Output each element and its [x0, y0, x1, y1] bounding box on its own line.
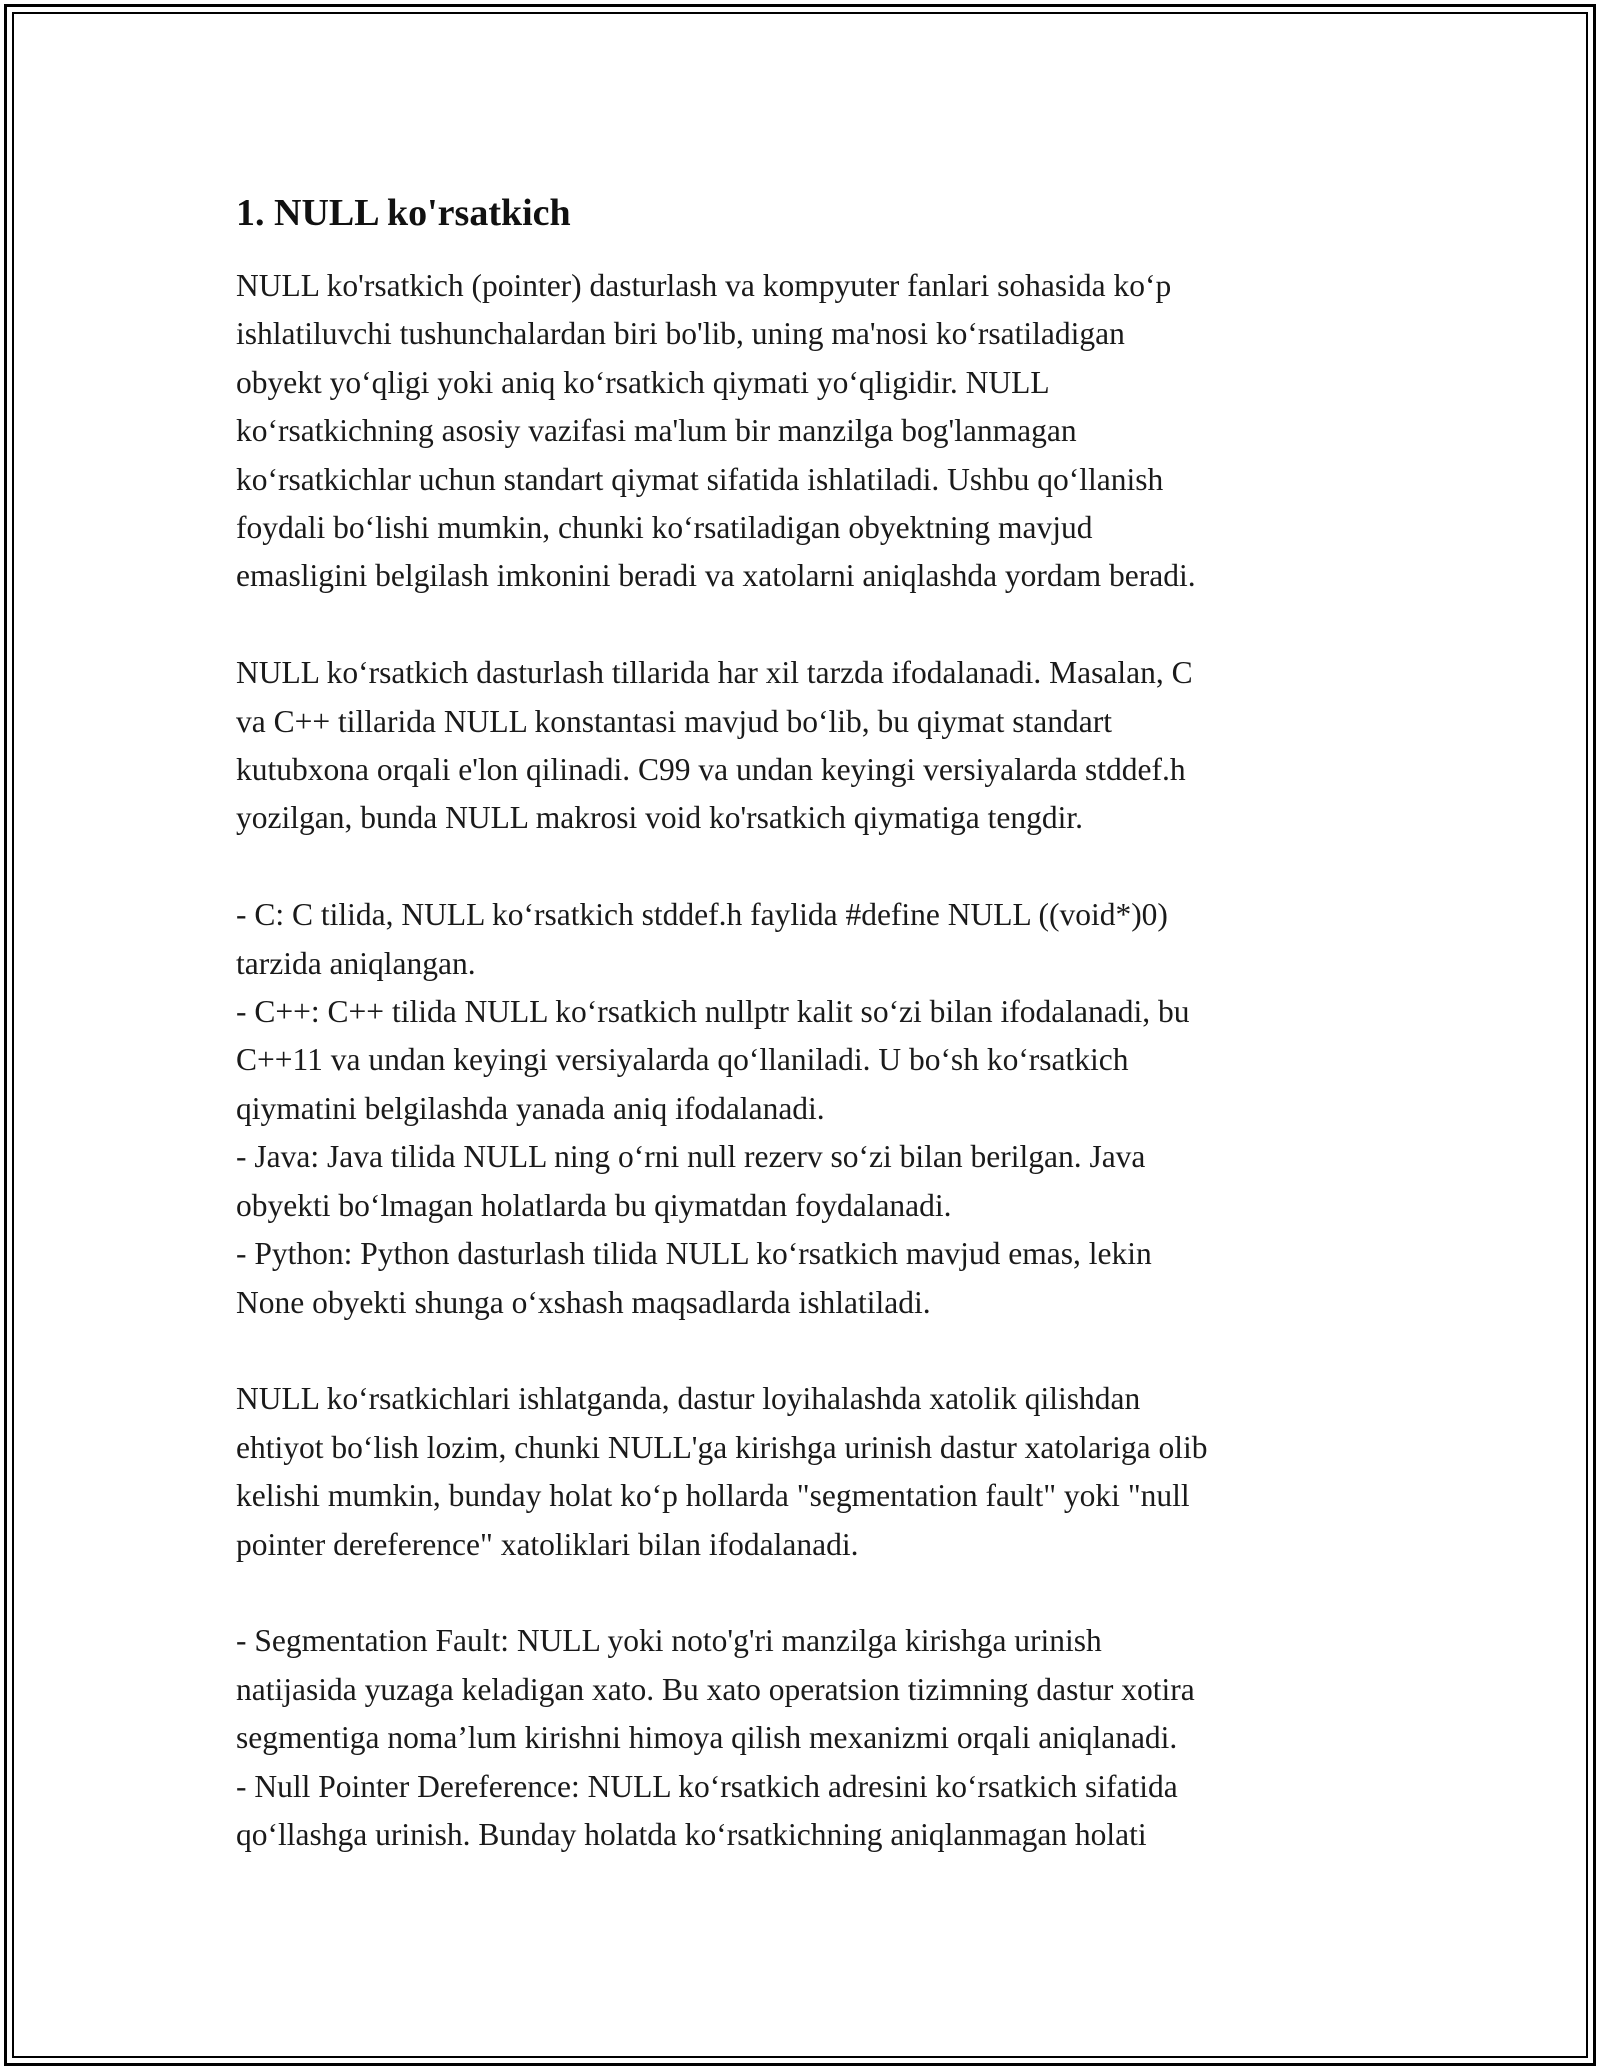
text-line: C++11 va undan keyingi versiyalarda qo‘llaniladi. U bo‘sh ko‘rsatkich — [236, 1042, 1129, 1078]
text-line: - C: C tilida, NULL ko‘rsatkich stddef.h faylida #define NULL ((void*)0) — [236, 897, 1168, 933]
text-line: NULL ko‘rsatkichlari ishlatganda, dastur loyihalashda xatolik qilishdan — [236, 1381, 1141, 1417]
text-line: ko‘rsatkichning asosiy vazifasi ma'lum bir manzilga bog'lanmagan — [236, 413, 1077, 449]
text-line: va C++ tillarida NULL konstantasi mavjud bo‘lib, bu qiymat standart — [236, 703, 1112, 739]
section-heading: 1. NULL ko'rsatkich — [236, 192, 571, 234]
paragraph-error-list — [236, 1617, 1396, 1859]
text-line: None obyekti shunga o‘xshash maqsadlarda ishlatiladi. — [236, 1284, 931, 1320]
paragraph-languages-intro — [236, 649, 1396, 843]
document-body — [236, 188, 1396, 1859]
paragraph-gap — [236, 1569, 1396, 1617]
paragraph-gap — [236, 1327, 1396, 1375]
text-line: kutubxona orqali e'lon qilinadi. C99 va undan keyingi versiyalarda stddef.h — [236, 752, 1186, 788]
text-line: yozilgan, bunda NULL makrosi void ko'rsatkich qiymatiga tengdir. — [236, 800, 1083, 836]
text-line: obyekt yo‘qligi yoki aniq ko‘rsatkich qiymati yo‘qligidir. NULL — [236, 364, 1050, 400]
text-line: - Segmentation Fault: NULL yoki noto'g'ri manzilga kirishga urinish — [236, 1623, 1102, 1659]
text-line: NULL ko'rsatkich (pointer) dasturlash va kompyuter fanlari sohasida ko‘p — [236, 268, 1172, 303]
paragraph-gap — [236, 601, 1396, 649]
text-line: - Python: Python dasturlash tilida NULL ko‘rsatkich mavjud emas, lekin — [236, 1236, 1152, 1272]
text-line: segmentiga noma’lum kirishni himoya qilish mexanizmi orqali aniqlanadi. — [236, 1720, 1178, 1756]
paragraph-gap — [236, 843, 1396, 891]
text-line: pointer dereference" xatoliklari bilan ifodalanadi. — [236, 1526, 859, 1562]
paragraph-language-list — [236, 891, 1396, 1327]
text-line: ehtiyot bo‘lish lozim, chunki NULL'ga kirishga urinish dastur xatolariga olib — [236, 1429, 1208, 1465]
text-line: ishlatiluvchi tushunchalardan biri bo'lib, uning ma'nosi ko‘rsatiladigan — [236, 316, 1125, 352]
text-line: foydali bo‘lishi mumkin, chunki ko‘rsatiladigan obyektning mavjud — [236, 510, 1093, 546]
paragraph-errors-intro — [236, 1375, 1396, 1569]
text-line: qo‘llashga urinish. Bunday holatda ko‘rsatkichning aniqlanmagan holati — [236, 1816, 1147, 1852]
text-line: natijasida yuzaga keladigan xato. Bu xato operatsion tizimning dastur xotira — [236, 1671, 1195, 1707]
text-line: qiymatini belgilashda yanada aniq ifodalanadi. — [236, 1090, 825, 1126]
text-line: emasligini belgilash imkonini beradi va xatolarni aniqlashda yordam beradi. — [236, 558, 1196, 594]
text-line: kelishi mumkin, bunday holat ko‘p hollarda "segmentation fault" yoki "null — [236, 1478, 1190, 1514]
paragraph-definition — [236, 262, 1396, 601]
text-line: - Java: Java tilida NULL ning o‘rni null rezerv so‘zi bilan berilgan. Java — [236, 1139, 1146, 1175]
text-line: obyekti bo‘lmagan holatlarda bu qiymatdan foydalanadi. — [236, 1187, 952, 1223]
text-line: ko‘rsatkichlar uchun standart qiymat sifatida ishlatiladi. Ushbu qo‘llanish — [236, 461, 1164, 497]
text-line: NULL ko‘rsatkich dasturlash tillarida har xil tarzda ifodalanadi. Masalan, C — [236, 655, 1193, 691]
text-line: tarzida aniqlangan. — [236, 945, 476, 981]
text-line: - C++: C++ tilida NULL ko‘rsatkich nullptr kalit so‘zi bilan ifodalanadi, bu — [236, 994, 1190, 1030]
text-line: - Null Pointer Dereference: NULL ko‘rsatkich adresini ko‘rsatkich sifatida — [236, 1768, 1178, 1804]
